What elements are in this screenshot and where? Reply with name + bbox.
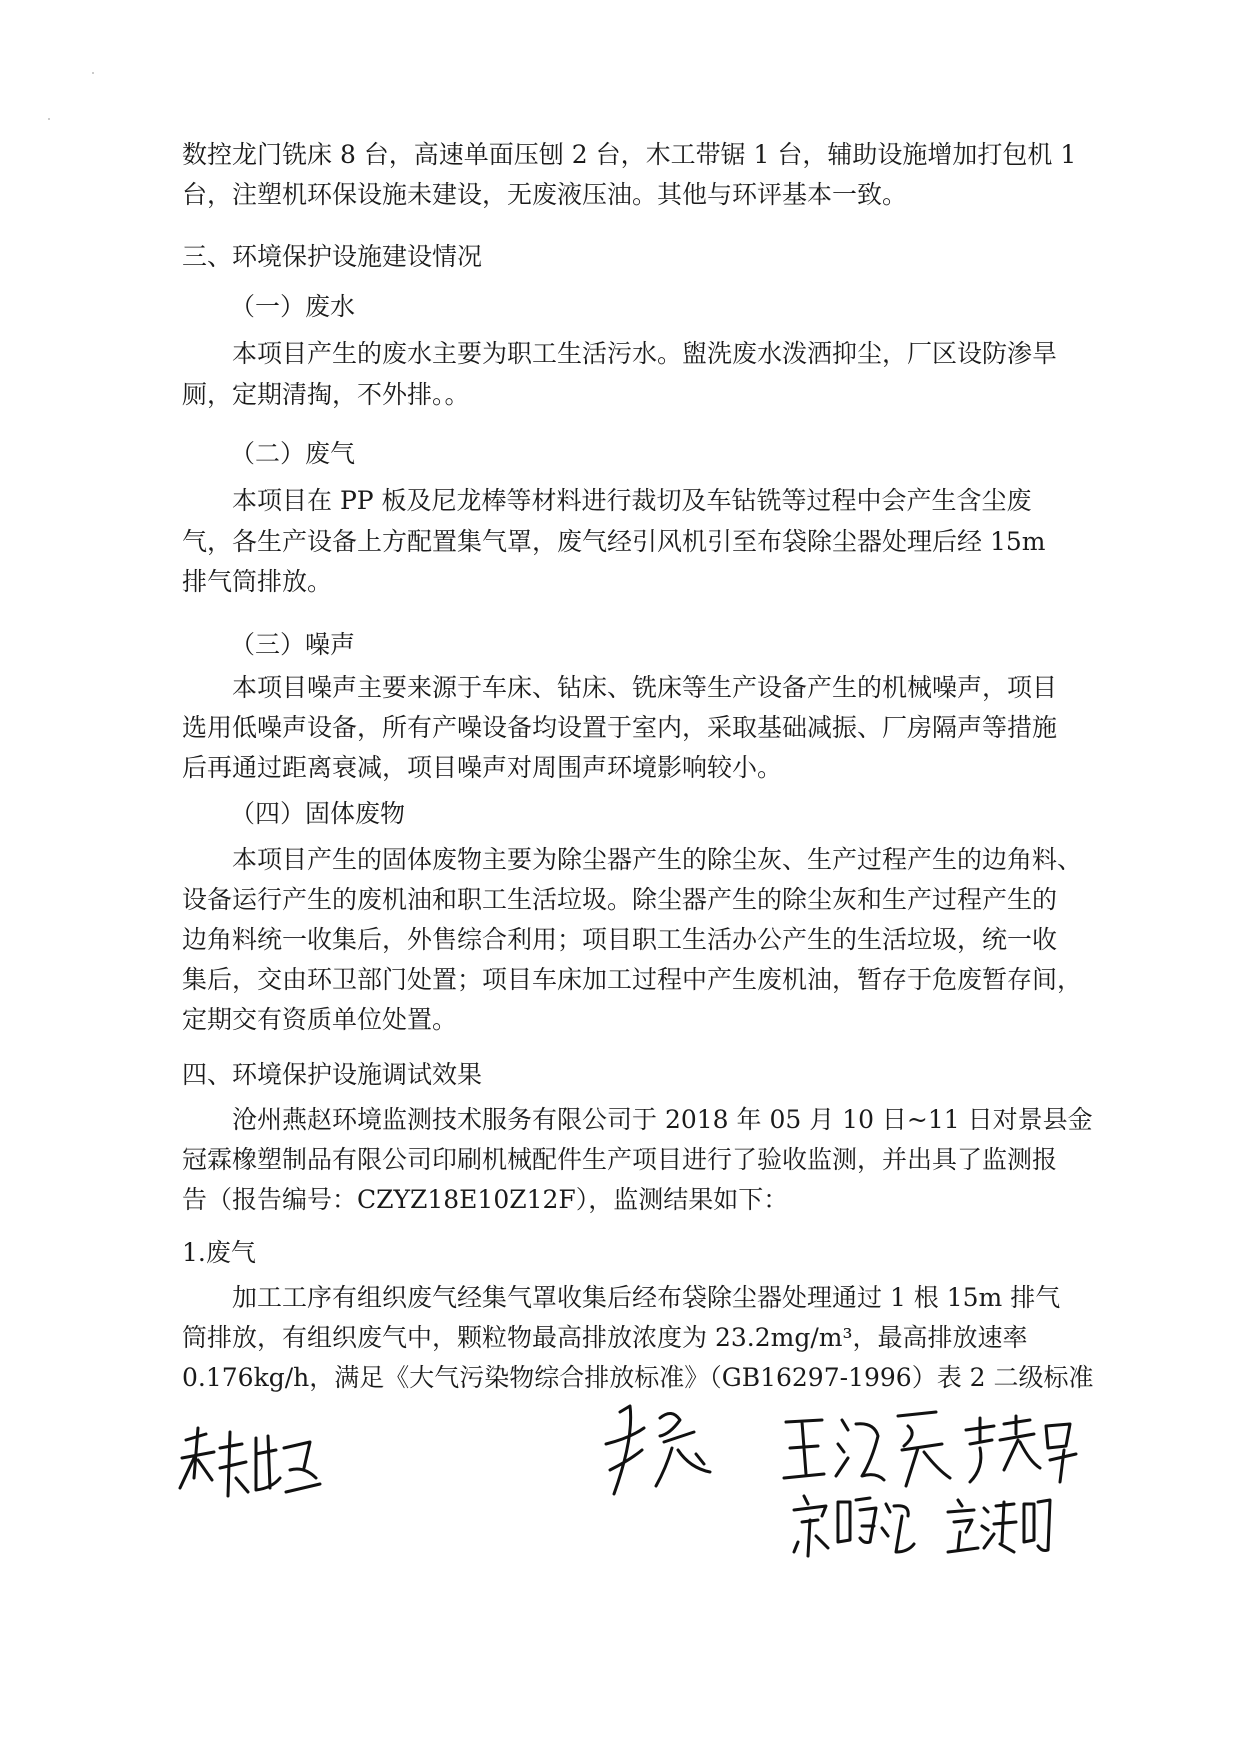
signature — [944, 1492, 1054, 1562]
body-text-line: 筒排放，有组织废气中，颗粒物最高排放浓度为 23.2mg/m³，最高排放速率 — [182, 1323, 1028, 1352]
body-text-line: 本项目噪声主要来源于车床、钻床、铣床等生产设备产生的机械噪声，项目 — [232, 673, 1058, 702]
body-text-line: 台，注塑机环保设施未建设，无废液压油。其他与环评基本一致。 — [182, 180, 908, 209]
body-text-line: 冠霖橡塑制品有限公司印刷机械配件生产项目进行了验收监测，并出具了监测报 — [182, 1145, 1058, 1174]
body-text-line: 本项目产生的固体废物主要为除尘器产生的除尘灰、生产过程产生的边角料、 — [232, 845, 1083, 874]
body-text-line: 本项目产生的废水主要为职工生活污水。盥洗废水泼洒抑尘，厂区设防渗旱 — [232, 339, 1058, 368]
signature — [600, 1398, 730, 1508]
body-text-line: 定期交有资质单位处置。 — [182, 1005, 458, 1034]
body-text-line: 集后，交由环卫部门处置；项目车床加工过程中产生废机油，暂存于危废暂存间， — [182, 965, 1083, 994]
section-heading-3: 三、环境保护设施建设情况 — [182, 242, 483, 271]
subheading-wastewater: （一）废水 — [230, 292, 356, 321]
body-text-line: 加工工序有组织废气经集气罩收集后经布袋除尘器处理通过 1 根 15m 排气 — [232, 1283, 1061, 1312]
body-text-line: 后再通过距离衰减，项目噪声对周围声环境影响较小。 — [182, 753, 783, 782]
body-text-line: 沧州燕赵环境监测技术服务有限公司于 2018 年 05 月 10 日~11 日对景县金 — [232, 1105, 1093, 1134]
body-text-line: 厕，定期清掏，不外排。。 — [182, 380, 470, 409]
section-heading-4: 四、环境保护设施调试效果 — [182, 1060, 483, 1089]
subheading-solid-waste: （四）固体废物 — [230, 799, 406, 828]
signature — [778, 1406, 958, 1496]
scan-speck — [92, 72, 94, 74]
signature — [176, 1418, 326, 1518]
subheading-waste-gas: （二）废气 — [230, 439, 356, 468]
body-text-line: 本项目在 PP 板及尼龙棒等材料进行裁切及车钻铣等过程中会产生含尘废 — [232, 486, 1032, 515]
signature — [960, 1410, 1090, 1490]
body-text-line: 选用低噪声设备，所有产噪设备均设置于室内，采取基础减振、厂房隔声等措施 — [182, 713, 1058, 742]
body-text-line: 告（报告编号：CZYZ18E10Z12F），监测结果如下： — [182, 1185, 789, 1214]
body-text-line: 0.176kg/h，满足《大气污染物综合排放标准》（GB16297-1996）表 2 二级标准 — [182, 1363, 1094, 1392]
body-text-line: 数控龙门铣床 8 台，高速单面压刨 2 台，木工带锯 1 台，辅助设施增加打包机 1 — [182, 140, 1077, 169]
scan-speck — [48, 118, 50, 120]
subheading-noise: （三）噪声 — [230, 630, 356, 659]
body-text-line: 设备运行产生的废机油和职工生活垃圾。除尘器产生的除尘灰和生产过程产生的 — [182, 885, 1058, 914]
body-text-line: 边角料统一收集后，外售综合利用；项目职工生活办公产生的生活垃圾，统一收 — [182, 925, 1058, 954]
subheading-waste-gas-results: 1.废气 — [182, 1238, 256, 1267]
signature — [790, 1486, 920, 1566]
body-text-line: 气，各生产设备上方配置集气罩，废气经引风机引至布袋除尘器处理后经 15m — [182, 527, 1046, 556]
body-text-line: 排气筒排放。 — [182, 567, 333, 596]
